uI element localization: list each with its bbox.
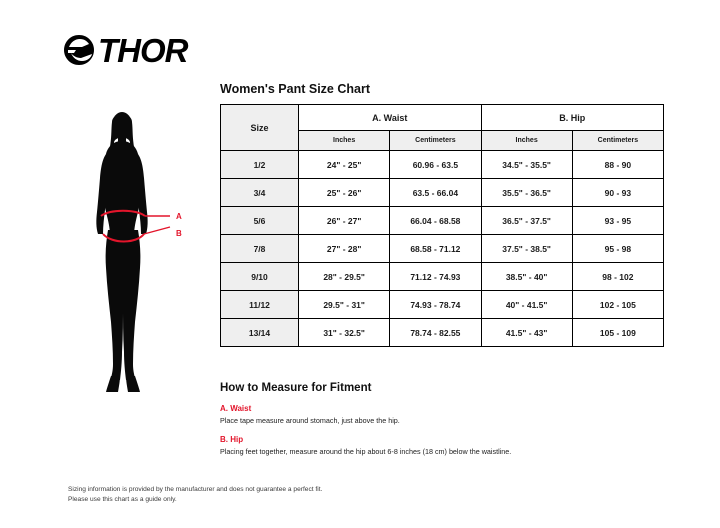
cell-hip-cm: 98 - 102 <box>572 263 663 291</box>
header-waist-inches: Inches <box>299 131 390 151</box>
disclaimer <box>68 485 488 505</box>
measurement-figure <box>70 108 200 398</box>
cell-hip-in: 37.5" - 38.5" <box>481 235 572 263</box>
brand-wordmark: THOR <box>98 31 188 69</box>
table-row <box>221 179 664 207</box>
cell-waist-cm: 66.04 - 68.58 <box>390 207 481 235</box>
cell-waist-in: 27" - 28" <box>299 235 390 263</box>
cell-hip-in: 41.5" - 43" <box>481 319 572 347</box>
callout-label-a: A <box>176 212 182 221</box>
table-row <box>221 151 664 179</box>
header-hip-group: B. Hip <box>481 105 664 131</box>
page-title: Women's Pant Size Chart <box>220 82 370 96</box>
cell-waist-in: 25" - 26" <box>299 179 390 207</box>
header-waist-group: A. Waist <box>299 105 482 131</box>
cell-waist-cm: 74.93 - 78.74 <box>390 291 481 319</box>
cell-hip-cm: 95 - 98 <box>572 235 663 263</box>
woman-silhouette-icon <box>70 108 200 398</box>
cell-size: 9/10 <box>221 263 299 291</box>
disclaimer-line-2: Please use this chart as a guide only. <box>68 495 177 503</box>
how-to-measure-hip <box>220 435 670 457</box>
header-waist-centimeters: Centimeters <box>390 131 481 151</box>
cell-hip-in: 40" - 41.5" <box>481 291 572 319</box>
how-to-measure-title: How to Measure for Fitment <box>220 382 372 394</box>
cell-hip-in: 38.5" - 40" <box>481 263 572 291</box>
table-row <box>221 319 664 347</box>
cell-waist-cm: 78.74 - 82.55 <box>390 319 481 347</box>
cell-waist-in: 29.5" - 31" <box>299 291 390 319</box>
cell-waist-in: 26" - 27" <box>299 207 390 235</box>
callout-label-b: B <box>176 229 182 238</box>
cell-size: 3/4 <box>221 179 299 207</box>
cell-waist-cm: 63.5 - 66.04 <box>390 179 481 207</box>
table-row <box>221 263 664 291</box>
cell-hip-in: 34.5" - 35.5" <box>481 151 572 179</box>
table-row <box>221 291 664 319</box>
cell-size: 13/14 <box>221 319 299 347</box>
header-hip-centimeters: Centimeters <box>572 131 663 151</box>
cell-hip-cm: 102 - 105 <box>572 291 663 319</box>
cell-hip-cm: 90 - 93 <box>572 179 663 207</box>
cell-hip-cm: 105 - 109 <box>572 319 663 347</box>
how-to-waist-label: A. Waist <box>220 404 252 413</box>
cell-waist-cm: 71.12 - 74.93 <box>390 263 481 291</box>
cell-waist-in: 28" - 29.5" <box>299 263 390 291</box>
cell-hip-in: 35.5" - 36.5" <box>481 179 572 207</box>
table-row <box>221 235 664 263</box>
cell-size: 5/6 <box>221 207 299 235</box>
table-row <box>221 207 664 235</box>
cell-waist-in: 24" - 25" <box>299 151 390 179</box>
size-chart-table <box>220 104 664 347</box>
how-to-measure-section <box>220 382 670 465</box>
cell-size: 7/8 <box>221 235 299 263</box>
how-to-measure-waist <box>220 404 670 426</box>
table-header-group-row <box>221 105 664 131</box>
cell-waist-cm: 60.96 - 63.5 <box>390 151 481 179</box>
how-to-waist-desc: Place tape measure around stomach, just above the hip. <box>220 416 400 425</box>
cell-hip-cm: 93 - 95 <box>572 207 663 235</box>
how-to-hip-desc: Placing feet together, measure around the hip about 6-8 inches (18 cm) below the waistline. <box>220 446 512 456</box>
cell-waist-cm: 68.58 - 71.12 <box>390 235 481 263</box>
thor-helmet-icon <box>62 33 96 67</box>
cell-size: 11/12 <box>221 291 299 319</box>
header-size: Size <box>221 105 299 151</box>
cell-size: 1/2 <box>221 151 299 179</box>
brand-logo <box>62 28 188 72</box>
cell-waist-in: 31" - 32.5" <box>299 319 390 347</box>
disclaimer-line-1: Sizing information is provided by the manufacturer and does not guarantee a perfect fit. <box>68 486 323 493</box>
header-hip-inches: Inches <box>481 131 572 151</box>
cell-hip-in: 36.5" - 37.5" <box>481 207 572 235</box>
how-to-hip-label: B. Hip <box>220 434 244 444</box>
cell-hip-cm: 88 - 90 <box>572 151 663 179</box>
